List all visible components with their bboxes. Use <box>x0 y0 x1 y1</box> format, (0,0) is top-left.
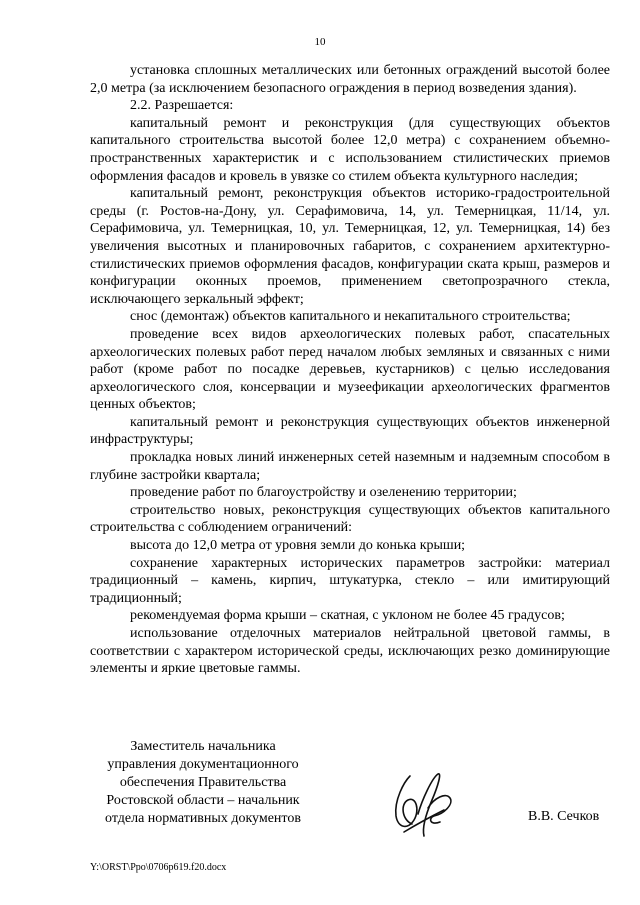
file-path: Y:\ORST\Ppo\0706p619.f20.docx <box>90 862 227 873</box>
signatory-title-line: отдела нормативных документов <box>105 811 301 826</box>
signatory-title-line: Ростовской области – начальник <box>106 793 300 808</box>
paragraph: капитальный ремонт, реконструкция объектов историко-градостроительной среды (г. Ростов-на-Дону, ул. Серафимовича, 14, ул. Темерницкая, 11/14, ул. Серафимовича, ул. Темерницкая, 10, ул. Темерницкая, 12, ул. Темерницкая, 14) без увеличения высотных и планировочных габаритов, с сохранением архитектурно-стилистических приемов оформления фасадов, конфигурации ската крыш, размеров и конфигурации оконных проемов, применением светопрозрачного стекла, исключающего зеркальный эффект; <box>90 186 610 307</box>
paragraph: сохранение характерных исторических параметров застройки: материал традиционный – камень, кирпич, штукатурка, стекло – или имитирующий традиционный; <box>90 555 610 606</box>
document-body <box>90 62 610 678</box>
paragraph: высота до 12,0 метра от уровня земли до конька крыши; <box>130 538 466 554</box>
page-number: 10 <box>314 36 326 48</box>
signatory-title-line: обеспечения Правительства <box>119 775 287 790</box>
paragraph: установка сплошных металлических или бетонных ограждений высотой более 2,0 метра (за исключением безопасного ограждения в период возведения здания). <box>90 63 610 96</box>
paragraph: использование отделочных материалов нейтральной цветовой гаммы, в соответствии с характером исторической среды, исключающих резко доминирующие элементы и яркие цветовые гаммы. <box>90 626 610 677</box>
paragraph: 2.2. Разрешается: <box>130 98 234 114</box>
signatory-name: В.В. Сечков <box>528 809 600 824</box>
handwritten-signature <box>388 770 462 844</box>
signatory-title-line: управления документационного <box>107 757 299 772</box>
paragraph: капитальный ремонт и реконструкция существующих объектов инженерной инфраструктуры; <box>90 414 610 448</box>
paragraph: рекомендуемая форма крыши – скатная, с уклоном не более 45 градусов; <box>130 608 565 624</box>
paragraph: проведение всех видов археологических полевых работ, спасательных археологических полевых работ перед началом любых земляных и связанных с ними работ (кроме работ по посадке деревьев, кустарников) с целью исследования археологического слоя, консервации и музеефикации археологических фрагментов ценных объектов; <box>90 326 610 413</box>
paragraph: проведение работ по благоустройству и озеленению территории; <box>130 485 517 501</box>
paragraph: снос (демонтаж) объектов капитального и некапитального строительства; <box>130 309 571 325</box>
paragraph: прокладка новых линий инженерных сетей наземным и надземным способом в глубине застройки квартала; <box>90 450 610 483</box>
signatory-title-line: Заместитель начальника <box>130 739 276 754</box>
paragraph: капитальный ремонт и реконструкция (для существующих объектов капитального строительства высотой более 12,0 метра) с сохранением объемно-пространственных характеристик и с использованием стилистических приемов оформления фасадов и кровель в увязке со стилем объекта культурного наследия; <box>90 115 610 184</box>
signatory-title <box>88 738 318 828</box>
paragraph: строительство новых, реконструкция существующих объектов капитального строительства с соблюдением ограничений: <box>90 502 610 536</box>
